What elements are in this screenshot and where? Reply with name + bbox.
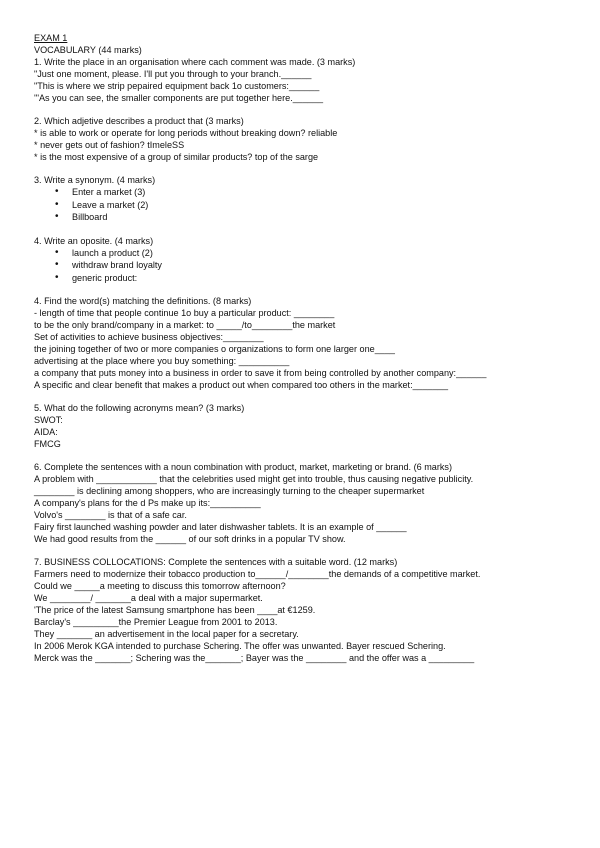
acronym-swot: SWOT: (34, 415, 63, 425)
q5-line: - length of time that people continue 1o buy a particular product: ________ (34, 308, 335, 318)
q1-line: "This is where we strip pepaired equipment back 1o customers:______ (34, 81, 320, 91)
q8-line: We ________/ _______a deal with a major supermarket. (34, 593, 263, 603)
q5-line: the joining together of two or more companies o organizations to form one larger one____ (34, 344, 395, 354)
q7-line: A company's plans for the d Ps make up its:__________ (34, 498, 261, 508)
q7-heading: 6. Complete the sentences with a noun combination with product, market, marketing or brand. (6 marks) (34, 462, 453, 472)
q8-line: In 2006 Merok KGA intended to purchase Schering. The offer was unwanted. Bayer rescued Schering. (34, 641, 446, 651)
q7-line: ________ is declining among shoppers, who are increasingly turning to the cheaper supermarket (34, 486, 425, 496)
acronym-aida: AIDA: (34, 427, 58, 437)
q7-line: A problem with ____________ that the celebrities used might get into trouble, thus causing negative publicity. (34, 474, 474, 484)
section-subtitle: VOCABULARY (44 marks) (34, 45, 142, 55)
q1-heading: 1. Write the place in an organisation where cach comment was made. (3 marks) (34, 57, 356, 67)
list-item: • generic product: (72, 272, 574, 285)
q8-heading: 7. BUSINESS COLLOCATIONS: Complete the sentences with a suitable word. (12 marks) (34, 557, 398, 567)
q1-line: "Just one moment, please. I'll put you through to your branch.______ (34, 69, 312, 79)
q3-list (34, 186, 574, 224)
q2-heading: 2. Which adjetive describes a product that (3 marks) (34, 116, 244, 126)
q2-line: * is the most expensive of a group of similar products? top of the sarge (34, 152, 319, 162)
q4-list (34, 247, 574, 285)
q2-line: * never gets out of fashion? tImeleSS (34, 140, 185, 150)
q7-line: We had good results from the ______ of our soft drinks in a popular TV show. (34, 534, 346, 544)
q8-line: Farmers need to modernize their tobacco production to______/________the demands of a competitive market. (34, 569, 481, 579)
q1-line: '"As you can see, the smaller components are put together here.______ (34, 93, 324, 103)
list-item: • launch a product (2) (72, 247, 574, 260)
q3-heading: 3. Write a synonym. (4 marks) (34, 175, 156, 185)
q4-heading: 4. Write an oposite. (4 marks) (34, 235, 154, 246)
list-item: • Enter a market (3) (72, 186, 574, 199)
list-item: • Billboard (72, 211, 574, 224)
exam-page (34, 32, 574, 664)
list-item: • Leave a market (2) (72, 199, 574, 212)
q5-line: advertising at the place where you buy something: __________ (34, 356, 290, 366)
q8-line: They _______ an advertisement in the local paper for a secretary. (34, 629, 299, 639)
acronym-fmcg: FMCG (34, 439, 61, 449)
q8-line: Could we _____a meeting to discuss this tomorrow afternoon? (34, 581, 286, 591)
q8-line: 'The price of the latest Samsung smartphone has been ____at €1259. (34, 605, 316, 615)
q8-line: Merck was the _______; Schering was the_______; Bayer was the ________ and the offer was a _________ (34, 653, 475, 663)
q6-heading: 5. What do the following acronyms mean? (3 marks) (34, 403, 245, 413)
exam-title: EXAM 1 (34, 33, 68, 43)
q5-line: a company that puts money into a business in order to save it from being controlled by another company:______ (34, 368, 487, 378)
q5-heading: 4. Find the word(s) matching the definitions. (8 marks) (34, 296, 252, 306)
q7-line: Fairy first launched washing powder and later dishwasher tablets. It is an example of ______ (34, 522, 407, 532)
q8-line: Barclay's _________the Premier League from 2001 to 2013. (34, 617, 278, 627)
q5-line: A specific and clear benefit that makes a product out when compared too others in the market:_______ (34, 380, 449, 390)
q5-line: Set of activities to achieve business objectives:________ (34, 332, 264, 342)
q5-line: to be the only brand/company in a market: to _____/to________the market (34, 320, 336, 330)
list-item: • withdraw brand loyalty (72, 259, 574, 272)
q2-line: * is able to work or operate for long periods without breaking down? reliable (34, 128, 338, 138)
q7-line: Volvo's ________ is that of a safe car. (34, 510, 187, 520)
